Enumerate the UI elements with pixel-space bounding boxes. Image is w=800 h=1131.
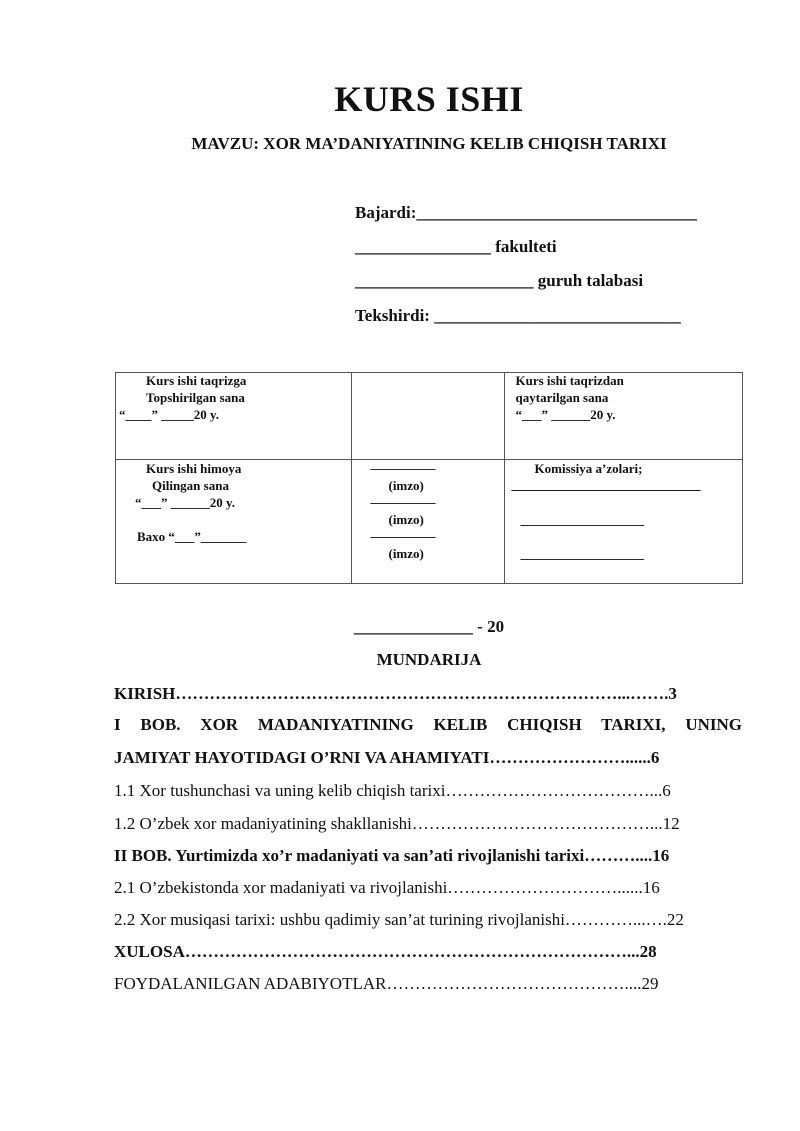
review-submitted-label-1: Kurs ishi taqrizga xyxy=(146,373,247,388)
review-returned-label-2: qaytarilgan sana xyxy=(515,390,609,405)
review-returned-cell xyxy=(504,373,742,460)
imzo-label-3: (imzo) xyxy=(388,546,424,561)
imzo-label-1: (imzo) xyxy=(388,478,424,493)
year-line: ______________ - 20 xyxy=(353,617,505,636)
signature-line-2: __________ xyxy=(370,490,436,505)
toc-entry-chapter2: II BOB. Yurtimizda xo’r madaniyati va san’ati rivojlanishi tarixi………....16 xyxy=(114,846,670,865)
grade-line: Baxo “___”_______ xyxy=(137,529,247,544)
guruh-line: _____________________ guruh talabasi xyxy=(355,271,644,290)
page-title: KURS ISHI xyxy=(334,79,524,119)
signature-line-1: __________ xyxy=(370,456,436,471)
commission-label: Komissiya a’zolari; xyxy=(534,461,643,476)
review-submitted-label-2: Topshirilgan sana xyxy=(146,390,245,405)
review-submitted-date: “____” _____20 y. xyxy=(119,407,220,422)
commission-line-2: ___________________ xyxy=(520,512,645,527)
imzo-label-2: (imzo) xyxy=(388,512,424,527)
toc-entry-1-1: 1.1 Xor tushunchasi va uning kelib chiqish tarixi………………………………...6 xyxy=(114,781,671,800)
tekshirdi-line: Tekshirdi: _____________________________ xyxy=(355,306,681,325)
empty-cell xyxy=(352,373,504,460)
review-submitted-cell xyxy=(116,373,352,460)
toc-entry-kirish: KIRISH……………………………………………………………………...…….3 xyxy=(114,684,677,703)
toc-entry-1-2: 1.2 O’zbek xor madaniyatining shakllanishi……………………………………...12 xyxy=(114,814,680,833)
defense-label-1: Kurs ishi himoya xyxy=(146,461,242,476)
toc-entry-2-2: 2.2 Xor musiqasi tarixi: ushbu qadimiy san’at turining rivojlanishi…………...….22 xyxy=(114,910,684,929)
toc-entry-chapter1-title: I BOB. XOR MADANIYATINING KELIB CHIQISH TARIXI, UNING xyxy=(114,715,742,734)
defense-label-2: Qilingan sana xyxy=(152,478,229,493)
toc-entry-2-1: 2.1 O’zbekistonda xor madaniyati va rivojlanishi…………………………......16 xyxy=(114,878,660,897)
defense-date: “___” ______20 y. xyxy=(135,495,236,510)
commission-cell xyxy=(504,460,742,584)
commission-line-1: ___________________________ xyxy=(511,478,701,493)
defense-cell xyxy=(116,460,352,584)
signature-line-3: __________ xyxy=(370,524,436,539)
review-returned-label-1: Kurs ishi taqrizdan xyxy=(515,373,624,388)
signatures-cell xyxy=(352,456,504,584)
fakulteti-line: ________________ fakulteti xyxy=(355,237,557,256)
toc-entry-xulosa: XULOSA……………………………………………………………………...28 xyxy=(114,942,657,961)
bajardi-line: Bajardi:_________________________________ xyxy=(355,203,697,222)
toc-entry-references: FOYDALANILGAN ADABIYOTLAR……………………………………....29 xyxy=(114,974,659,993)
commission-line-3: ___________________ xyxy=(520,546,645,561)
submission-table xyxy=(115,372,743,584)
toc-entry-chapter1-title-cont: JAMIYAT HAYOTIDAGI O’RNI VA AHAMIYATI……………………......6 xyxy=(114,748,660,767)
review-returned-date: “___” ______20 y. xyxy=(515,407,616,422)
contents-heading: MUNDARIJA xyxy=(376,650,482,669)
topic-heading: MAVZU: XOR MA’DANIYATINING KELIB CHIQISH TARIXI xyxy=(191,134,667,153)
